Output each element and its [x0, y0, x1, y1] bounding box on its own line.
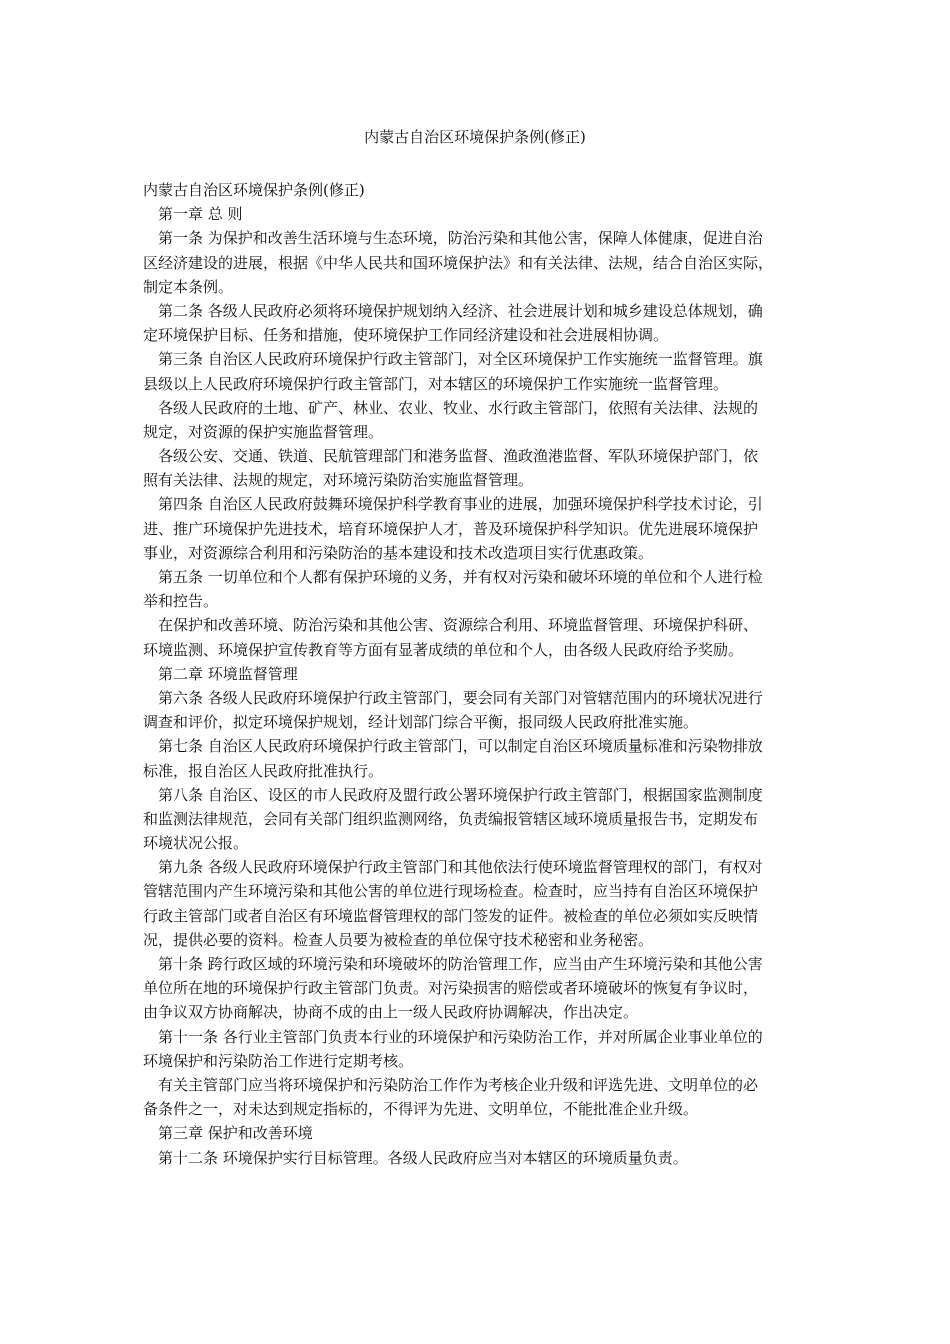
body-line: 各级人民政府的土地、矿产、林业、农业、牧业、水行政主管部门，依照有关法律、法规的: [143, 398, 759, 417]
body-line: 第一条 为保护和改善生活环境与生态环境，防治污染和其他公害，保障人体健康，促进自治: [143, 229, 763, 248]
body-line: 和监测法律规范，会同有关部门组织监测网络，负责编报管辖区域环境质量报告书，定期发布: [143, 809, 759, 828]
body-line: 由争议双方协商解决，协商不成的由上一级人民政府协调解决，作出决定。: [143, 1003, 639, 1022]
body-line: 第九条 各级人民政府环境保护行政主管部门和其他依法行使环境监督管理权的部门，有权对: [143, 858, 763, 877]
body-line: 第十条 跨行政区域的环境污染和环境破坏的防治管理工作，应当由产生环境污染和其他公害: [143, 955, 763, 973]
body-line: 第十一条 各行业主管部门负责本行业的环境保护和污染防治工作，并对所属企业事业单位的: [143, 1027, 763, 1046]
document-title: 内蒙古自治区环境保护条例(修正): [364, 128, 586, 146]
body-line: 行政主管部门或者自治区有环境监督管理权的部门签发的证件。被检查的单位必须如实反映情: [143, 906, 759, 925]
body-line: 第三条 自治区人民政府环境保护行政主管部门，对全区环境保护工作实施统一监督管理。旗: [143, 350, 763, 369]
body-line: 环境监测、环境保护宣传教育等方面有显著成绩的单位和个人，由各级人民政府给予奖励。: [143, 640, 744, 659]
body-line: 管辖范围内产生环境污染和其他公害的单位进行现场检查。检查时，应当持有自治区环境保护: [143, 882, 759, 901]
body-line: 照有关法律、法规的规定，对环境污染防治实施监督管理。: [143, 471, 534, 490]
body-line: 第七条 自治区人民政府环境保护行政主管部门，可以制定自治区环境质量标准和污染物排放: [143, 737, 763, 756]
body-line: 制定本条例。: [143, 277, 234, 296]
body-line: 第八条 自治区、设区的市人民政府及盟行政公署环境保护行政主管部门，根据国家监测制度: [143, 785, 763, 804]
body-line: 备条件之一，对未达到规定指标的，不得评为先进、文明单位，不能批准企业升级。: [143, 1100, 699, 1119]
body-line: 定环境保护目标、任务和措施，使环境保护工作同经济建设和社会进展相协调。: [143, 326, 669, 345]
body-line: 环境保护和污染防治工作进行定期考核。: [143, 1051, 414, 1070]
body-line: 调查和评价，拟定环境保护规划，经计划部门综合平衡，报同级人民政府批准实施。: [143, 713, 699, 732]
body-line: 区经济建设的进展，根据《中华人民共和国环境保护法》和有关法律、法规，结合自治区实际，: [143, 253, 774, 272]
body-line: 进、推广环境保护先进技术，培育环境保护人才，普及环境保护科学知识。优先进展环境保护: [143, 519, 759, 538]
body-line: 第二条 各级人民政府必须将环境保护规划纳入经济、社会进展计划和城乡建设总体规划，确: [143, 301, 763, 320]
body-line: 各级公安、交通、铁道、民航管理部门和港务监督、渔政渔港监督、军队环境保护部门，依: [143, 447, 759, 466]
body-line: 第一章 总 则: [143, 205, 243, 224]
body-line: 环境状况公报。: [143, 834, 249, 853]
body-line: 在保护和改善环境、防治污染和其他公害、资源综合利用、环境监督管理、环境保护科研、: [143, 616, 759, 635]
body-line: 第十二条 环境保护实行目标管理。各级人民政府应当对本辖区的环境质量负责。: [143, 1148, 688, 1167]
body-line: 内蒙古自治区环境保护条例(修正): [143, 181, 365, 199]
body-line: 有关主管部门应当将环境保护和污染防治工作作为考核企业升级和评选先进、文明单位的必: [143, 1075, 759, 1094]
document-body: [143, 178, 810, 1170]
body-line: 况，提供必要的资料。检查人员要为被检查的单位保守技术秘密和业务秘密。: [143, 930, 654, 949]
body-line: 第六条 各级人民政府环境保护行政主管部门，要会同有关部门对管辖范围内的环境状况进行: [143, 688, 763, 707]
body-line: 第二章 环境监督管理: [143, 664, 298, 683]
body-line: 单位所在地的环境保护行政主管部门负责。对污染损害的赔偿或者环境破坏的恢复有争议时，: [143, 979, 759, 998]
body-line: 县级以上人民政府环境保护行政主管部门，对本辖区的环境保护工作实施统一监督管理。: [143, 374, 729, 393]
body-line: 标准，报自治区人民政府批准执行。: [143, 761, 384, 780]
body-line: 事业，对资源综合利用和污染防治的基本建设和技术改造项目实行优惠政策。: [143, 543, 654, 562]
body-line: 规定，对资源的保护实施监督管理。: [143, 422, 384, 441]
body-line: 第三章 保护和改善环境: [143, 1124, 313, 1143]
body-line: 第四条 自治区人民政府鼓舞环境保护科学教育事业的进展，加强环境保护科学技术讨论，引: [143, 495, 763, 514]
body-line: 第五条 一切单位和个人都有保护环境的义务，并有权对污染和破坏环境的单位和个人进行检: [143, 568, 763, 586]
body-line: 举和控告。: [143, 592, 219, 611]
